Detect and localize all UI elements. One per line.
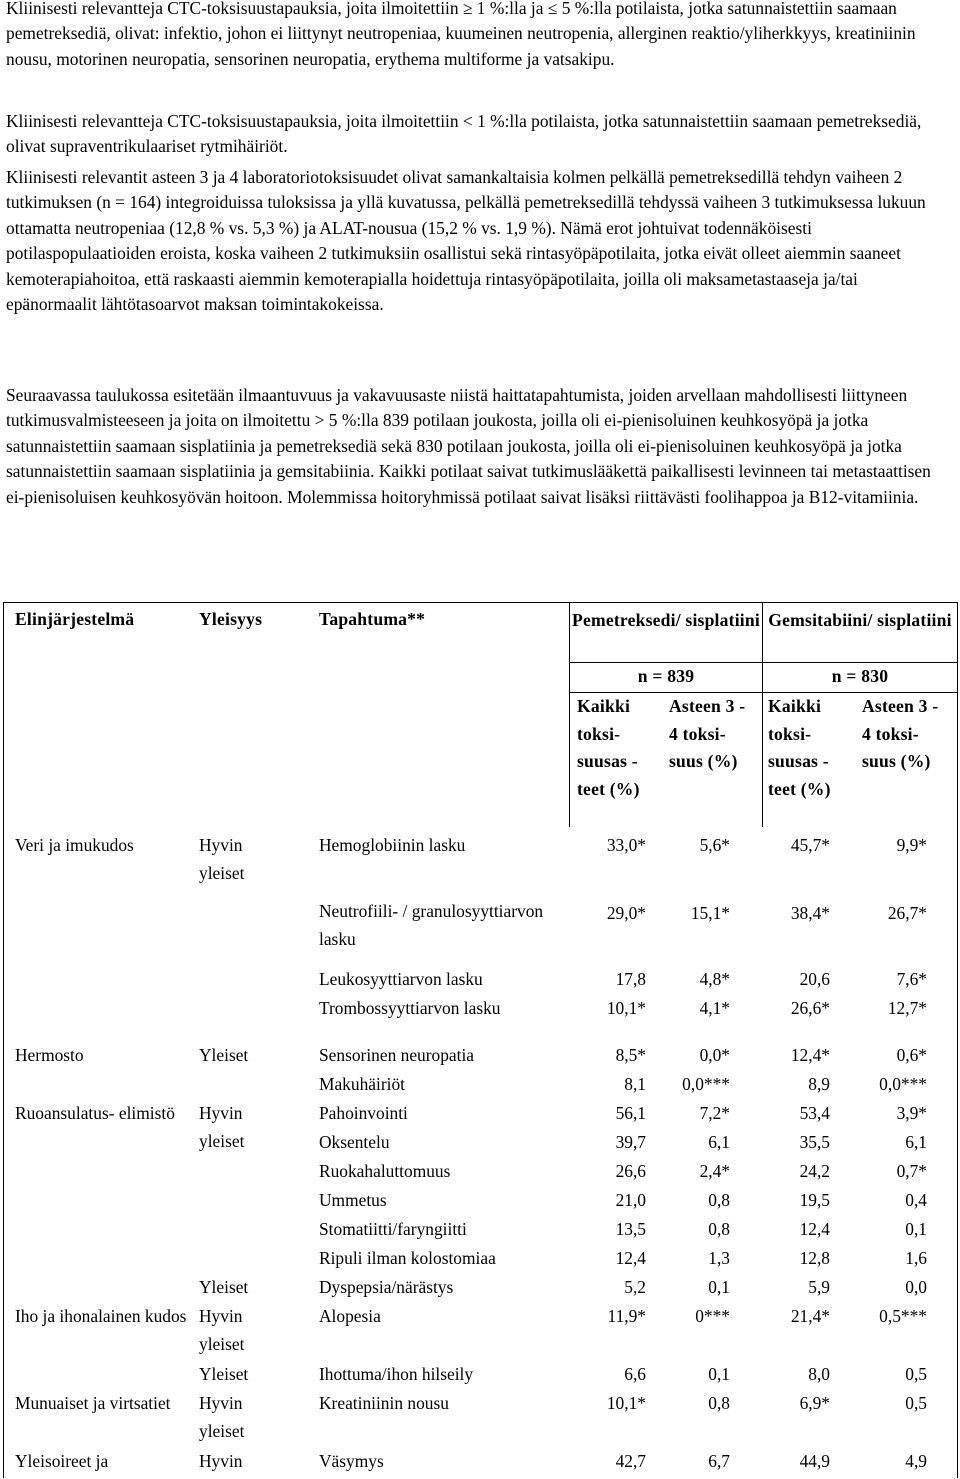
value-cell: 12,7* (887, 998, 927, 1018)
header-grade34-2: Asteen 3 - 4 toksi- suus (%) (862, 696, 939, 771)
value-cell: 35,5 (799, 1132, 830, 1152)
value-cell: 10,1* (606, 998, 646, 1018)
value-cell: 12,4 (615, 1248, 646, 1268)
header-frequency: Yleisyys (199, 609, 263, 629)
value-cell: 0,5 (905, 1364, 927, 1384)
header-group-gemcitabine: Gemsitabiini/ sisplatiini (768, 610, 952, 630)
event-cell: Stomatiitti/faryngiitti (319, 1219, 467, 1239)
frequency-cell: Hyvin yleiset (199, 1103, 245, 1151)
value-cell: 4,1* (699, 998, 730, 1018)
header-sep-2 (762, 602, 763, 827)
table-border-left (3, 602, 4, 1478)
value-cell: 5,6* (699, 835, 730, 855)
event-cell: Hemoglobiinin lasku (319, 835, 466, 855)
frequency-cell: Yleiset (199, 1277, 249, 1297)
value-cell: 6,7 (708, 1451, 730, 1471)
value-cell: 1,3 (708, 1248, 730, 1268)
value-cell: 38,4* (790, 903, 830, 923)
value-cell: 10,1* (606, 1393, 646, 1413)
paragraph-2: Kliinisesti relevantteja CTC-toksisuustapauksia, joita ilmoitettiin < 1 %:lla potilaista, jotka satunnaistettiin saamaan pemetreksediä, olivat supraventrikulaariset rytmihäiriöt. (6, 111, 922, 157)
value-cell: 0,0* (699, 1045, 730, 1065)
organ-system-cell: Yleisoireet ja (15, 1451, 109, 1471)
value-cell: 6,1 (708, 1132, 730, 1152)
organ-system-cell: Iho ja ihonalainen kudos (15, 1306, 187, 1326)
value-cell: 24,2 (799, 1161, 830, 1181)
event-cell: Ruokahaluttomuus (319, 1161, 451, 1181)
value-cell: 0,0*** (682, 1074, 730, 1094)
value-cell: 7,2* (699, 1103, 730, 1123)
value-cell: 0,5 (905, 1393, 927, 1413)
value-cell: 0*** (695, 1306, 730, 1326)
value-cell: 8,1 (624, 1074, 646, 1094)
frequency-cell: Hyvin yleiset (199, 1306, 245, 1354)
value-cell: 39,7 (615, 1132, 646, 1152)
value-cell: 0,0*** (879, 1074, 927, 1094)
value-cell: 5,9 (808, 1277, 830, 1297)
value-cell: 0,5*** (879, 1306, 927, 1326)
header-group-pemetrexed: Pemetreksedi/ sisplatiini (572, 610, 760, 630)
value-cell: 6,1 (905, 1132, 927, 1152)
value-cell: 0,0 (905, 1277, 927, 1297)
frequency-cell: Hyvin yleiset (199, 1393, 245, 1441)
value-cell: 33,0* (606, 835, 646, 855)
value-cell: 44,9 (799, 1451, 830, 1471)
value-cell: 12,8 (799, 1248, 830, 1268)
paragraph-4: Seuraavassa taulukossa esitetään ilmaantuvuus ja vakavuusaste niistä haittatapahtumista, joiden arvellaan mahdollisesti liittyneen tutkimusvalmisteeseen ja joita on ilmoitettu > 5 %:lla 839 potilaan joukosta, joilla oli ei-pienisoluinen keuhkosyöpä ja jotka satunnaistettiin saamaan sisplatiinia ja pemetreksediä sekä 830 potilaan joukosta, joilla oli ei-pienisoluinen keuhkosyöpä ja jotka satunnaistettiin saamaan sisplatiinia ja gemsitabiinia. Kaikki potilaat saivat tutkimuslääkettä paikallisesti levinneen tai metastaattisen ei-pienisoluisen keuhkosyövän hoitoon. Molemmissa hoitoryhmissä potilaat saivat lisäksi riittävästi foolihappoa ja B12-vitamiinia. (6, 385, 931, 507)
frequency-cell: Hyvin (199, 1451, 243, 1471)
value-cell: 45,7* (790, 835, 830, 855)
adverse-events-table (3, 602, 959, 1478)
value-cell: 3,9* (896, 1103, 927, 1123)
value-cell: 8,0 (808, 1364, 830, 1384)
frequency-cell: Yleiset (199, 1045, 249, 1065)
value-cell: 26,7* (887, 903, 927, 923)
header-sep-1 (569, 602, 570, 827)
value-cell: 8,9 (808, 1074, 830, 1094)
value-cell: 11,9* (607, 1306, 646, 1326)
table-border-top (3, 602, 958, 603)
organ-system-cell: Veri ja imukudos (15, 835, 134, 855)
value-cell: 0,1 (905, 1219, 927, 1239)
value-cell: 17,8 (615, 969, 646, 989)
value-cell: 29,0* (606, 903, 646, 923)
value-cell: 0,6* (896, 1045, 927, 1065)
value-cell: 15,1* (690, 903, 730, 923)
value-cell: 42,7 (615, 1451, 646, 1471)
value-cell: 53,4 (799, 1103, 830, 1123)
value-cell: 1,6 (905, 1248, 927, 1268)
value-cell: 2,4* (699, 1161, 730, 1181)
value-cell: 0,1 (708, 1277, 730, 1297)
event-cell: Kreatiniinin nousu (319, 1393, 449, 1413)
event-cell: Pahoinvointi (319, 1103, 408, 1123)
event-cell: Dyspepsia/närästys (319, 1277, 454, 1297)
event-cell: Sensorinen neuropatia (319, 1045, 475, 1065)
value-cell: 19,5 (799, 1190, 830, 1210)
organ-system-cell: Hermosto (15, 1045, 84, 1065)
value-cell: 0,8 (708, 1190, 730, 1210)
value-cell: 0,8 (708, 1219, 730, 1239)
value-cell: 21,4* (790, 1306, 830, 1326)
value-cell: 7,6* (896, 969, 927, 989)
value-cell: 8,5* (615, 1045, 646, 1065)
event-cell: Ihottuma/ihon hilseily (319, 1364, 474, 1384)
event-cell: Ummetus (319, 1190, 387, 1210)
value-cell: 6,6 (624, 1364, 646, 1384)
event-cell: Trombossyyttiarvon lasku (319, 998, 501, 1018)
frequency-cell: Yleiset (199, 1364, 249, 1384)
value-cell: 26,6* (790, 998, 830, 1018)
header-organ-system: Elinjärjestelmä (15, 609, 135, 629)
header-all-toxicity-2: Kaikki toksi- suusas -teet (%) (768, 696, 831, 799)
value-cell: 12,4* (790, 1045, 830, 1065)
value-cell: 6,9* (799, 1393, 830, 1413)
header-n-group1: n = 839 (637, 666, 695, 686)
value-cell: 9,9* (896, 835, 927, 855)
value-cell: 0,4 (905, 1190, 927, 1210)
value-cell: 56,1 (615, 1103, 646, 1123)
event-cell: Ripuli ilman kolostomiaa (319, 1248, 496, 1268)
organ-system-cell: Munuaiset ja virtsatiet (15, 1393, 171, 1413)
event-cell: Makuhäiriöt (319, 1074, 405, 1094)
event-cell: Neutrofiili- / granulosyyttiarvon lasku (319, 901, 544, 949)
value-cell: 21,0 (615, 1190, 646, 1210)
value-cell: 20,6 (799, 969, 830, 989)
frequency-cell: Hyvin yleiset (199, 835, 245, 883)
value-cell: 26,6 (615, 1161, 646, 1181)
table-border-right (957, 602, 958, 1478)
event-cell: Alopesia (319, 1306, 381, 1326)
value-cell: 0,1 (708, 1364, 730, 1384)
value-cell: 0,8 (708, 1393, 730, 1413)
header-n-group2: n = 830 (831, 666, 889, 686)
value-cell: 12,4 (799, 1219, 830, 1239)
header-grade34-1: Asteen 3 - 4 toksi- suus (%) (669, 696, 746, 771)
organ-system-cell: Ruoansulatus- elimistö (15, 1103, 175, 1123)
header-all-toxicity-1: Kaikki toksi- suusas -teet (%) (577, 696, 640, 799)
header-event: Tapahtuma** (319, 609, 426, 629)
event-cell: Oksentelu (319, 1132, 390, 1152)
event-cell: Väsymys (319, 1451, 384, 1471)
paragraph-1: Kliinisesti relevantteja CTC-toksisuustapauksia, joita ilmoitettiin ≥ 1 %:lla ja ≤ 5 %:lla potilaista, jotka satunnaistettiin saamaan pemetreksediä, olivat: infektio, johon ei liittynyt neutropeniaa, kuumeinen neutropenia, allerginen reaktio/yliherkkyys, kreatiniinin nousu, motorinen neuropatia, sensorinen neuropatia, erythema multiforme ja vatsakipu. (6, 0, 916, 69)
event-cell: Leukosyyttiarvon lasku (319, 969, 483, 989)
value-cell: 4,9 (905, 1451, 927, 1471)
value-cell: 13,5 (615, 1219, 646, 1239)
paragraph-3: Kliinisesti relevantit asteen 3 ja 4 laboratoriotoksisuudet olivat samankaltaisia kolmen pelkällä pemetreksedillä tehdyn vaiheen 2 tutkimuksen (n = 164) integroiduissa tuloksissa ja yllä kuvatussa, pelkällä pemetreksedillä tehdyssä vaiheen 3 tutkimuksessa lukuun ottamatta neutropeniaa (12,8 % vs. 5,3 %) ja ALAT-nousua (15,2 % vs. 1,9 %). Nämä erot johtuivat todennäköisesti potilaspopulaatioiden eroista, koska vaiheen 2 tutkimuksiin osallistui sekä rintasyöpäpotilaita, jotka eivät olleet aiemmin saaneet kemoterapiahoitoa, että raskaasti aiemmin kemoterapialla hoidettuja rintasyöpäpotilaita, joilla oli maksametastaaseja ja/tai epänormaalit lähtötasoarvot maksan toimintakokeissa. (6, 167, 926, 315)
value-cell: 0,7* (896, 1161, 927, 1181)
value-cell: 5,2 (624, 1277, 646, 1297)
value-cell: 4,8* (699, 969, 730, 989)
